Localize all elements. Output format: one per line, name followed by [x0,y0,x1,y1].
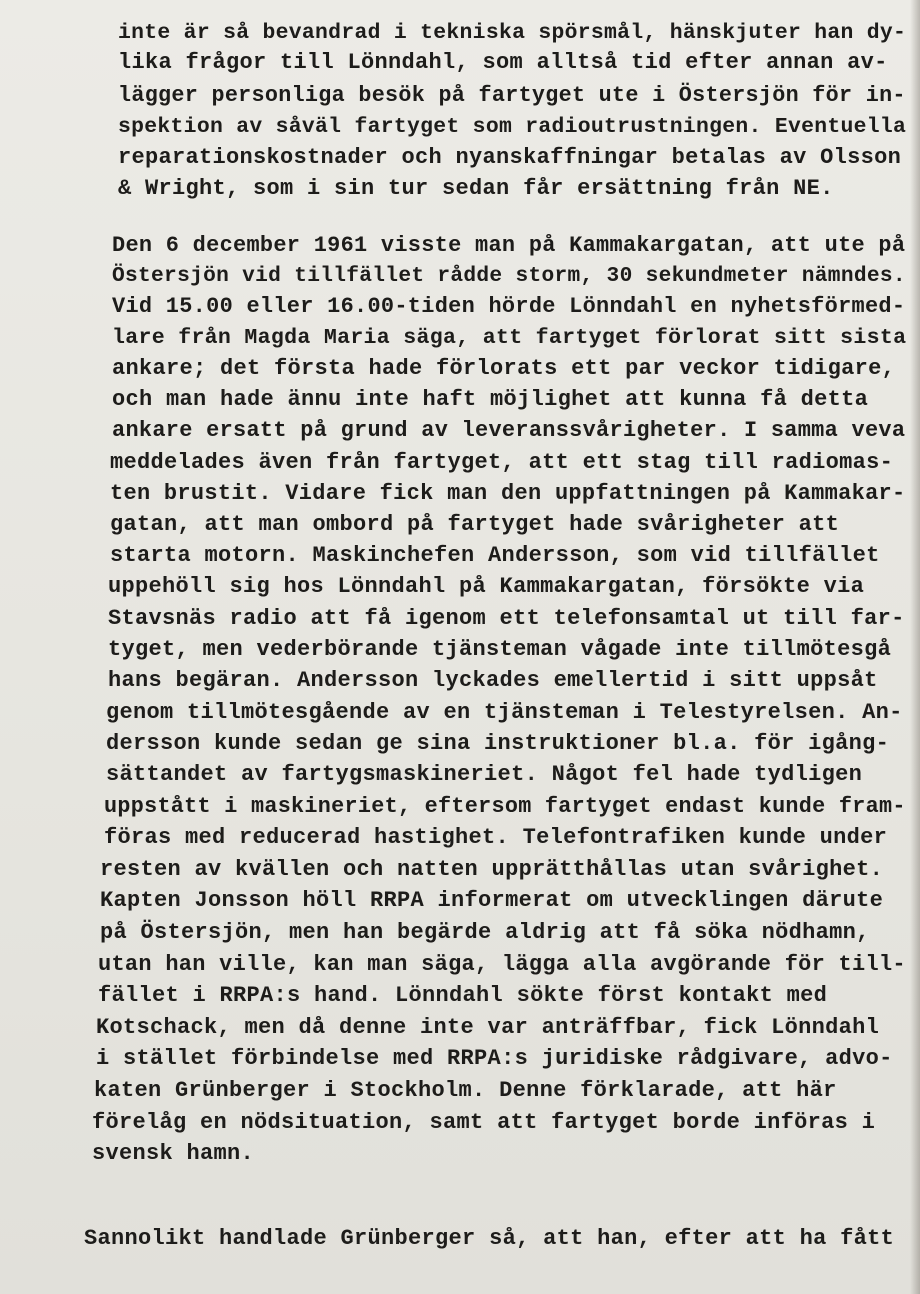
text-line: reparationskostnader och nyanskaffningar betalas av Olsson [118,145,902,170]
text-line: katen Grünberger i Stockholm. Denne förklarade, att här [94,1078,837,1103]
text-line: sättandet av fartygsmaskineriet. Något fel hade tydligen [106,762,863,787]
text-line: i stället förbindelse med RRPA:s juridiske rådgivare, advo- [96,1046,893,1071]
text-line: tyget, men vederbörande tjänsteman vågade inte tillmötesgå [108,637,892,662]
text-line: Stavsnäs radio att få igenom ett telefonsamtal ut till far- [108,606,905,631]
text-line: fället i RRPA:s hand. Lönndahl sökte först kontakt med [98,983,828,1008]
text-line: gatan, att man ombord på fartyget hade svårigheter att [110,512,840,537]
text-line: & Wright, som i sin tur sedan får ersättning från NE. [118,176,834,201]
text-line: starta motorn. Maskinchefen Andersson, som vid tillfället [110,543,880,568]
text-line: inte är så bevandrad i tekniska spörsmål, hänskjuter han dy- [118,21,907,45]
text-line: resten av kvällen och natten upprätthållas utan svårighet. [100,857,884,882]
text-line: lika frågor till Lönndahl, som alltså tid efter annan av- [118,50,888,75]
text-line: och man hade ännu inte haft möjlighet att kunna få detta [112,387,869,412]
text-line: på Östersjön, men han begärde aldrig att få söka nödhamn, [100,920,870,945]
text-line: Kapten Jonsson höll RRPA informerat om utvecklingen därute [100,888,884,913]
text-line: ankare ersatt på grund av leveranssvårigheter. I samma veva [112,418,906,443]
text-line: ankare; det första hade förlorats ett par veckor tidigare, [112,356,896,381]
text-line: uppehöll sig hos Lönndahl på Kammakargatan, försökte via [108,574,865,599]
text-line: genom tillmötesgående av en tjänsteman i Telestyrelsen. An- [106,700,903,725]
text-line: svensk hamn. [92,1141,255,1166]
text-line: Vid 15.00 eller 16.00-tiden hörde Lönndahl en nyhetsförmed- [112,294,906,319]
text-line: lare från Magda Maria säga, att fartyget förlorat sitt sista [112,326,907,350]
text-line: uppstått i maskineriet, eftersom fartyget endast kunde fram- [104,794,906,819]
text-line: Kotschack, men då denne inte var anträffbar, fick Lönndahl [96,1015,880,1040]
text-line: Den 6 december 1961 visste man på Kammakargatan, att ute på [112,233,906,258]
text-line: lägger personliga besök på fartyget ute i Östersjön för in- [118,83,906,108]
text-line: spektion av såväl fartyget som radioutrustningen. Eventuella [118,115,907,139]
text-line: föras med reducerad hastighet. Telefontrafiken kunde under [104,825,888,850]
text-line: utan han ville, kan man säga, lägga alla avgörande för till- [98,952,906,977]
text-line: Östersjön vid tillfället rådde storm, 30 sekundmeter nämndes. [112,264,906,288]
text-line: hans begäran. Andersson lyckades emellertid i sitt uppsåt [108,668,878,693]
page-edge-shadow [910,0,920,1294]
text-line: dersson kunde sedan ge sina instruktioner bl.a. för igång- [106,731,890,756]
text-line: meddelades även från fartyget, att ett stag till radiomas- [110,450,894,475]
text-line: förelåg en nödsituation, samt att fartyget borde införas i [92,1110,876,1135]
text-line: Sannolikt handlade Grünberger så, att han, efter att ha fått [84,1226,895,1251]
text-line: ten brustit. Vidare fick man den uppfattningen på Kammakar- [110,481,906,506]
